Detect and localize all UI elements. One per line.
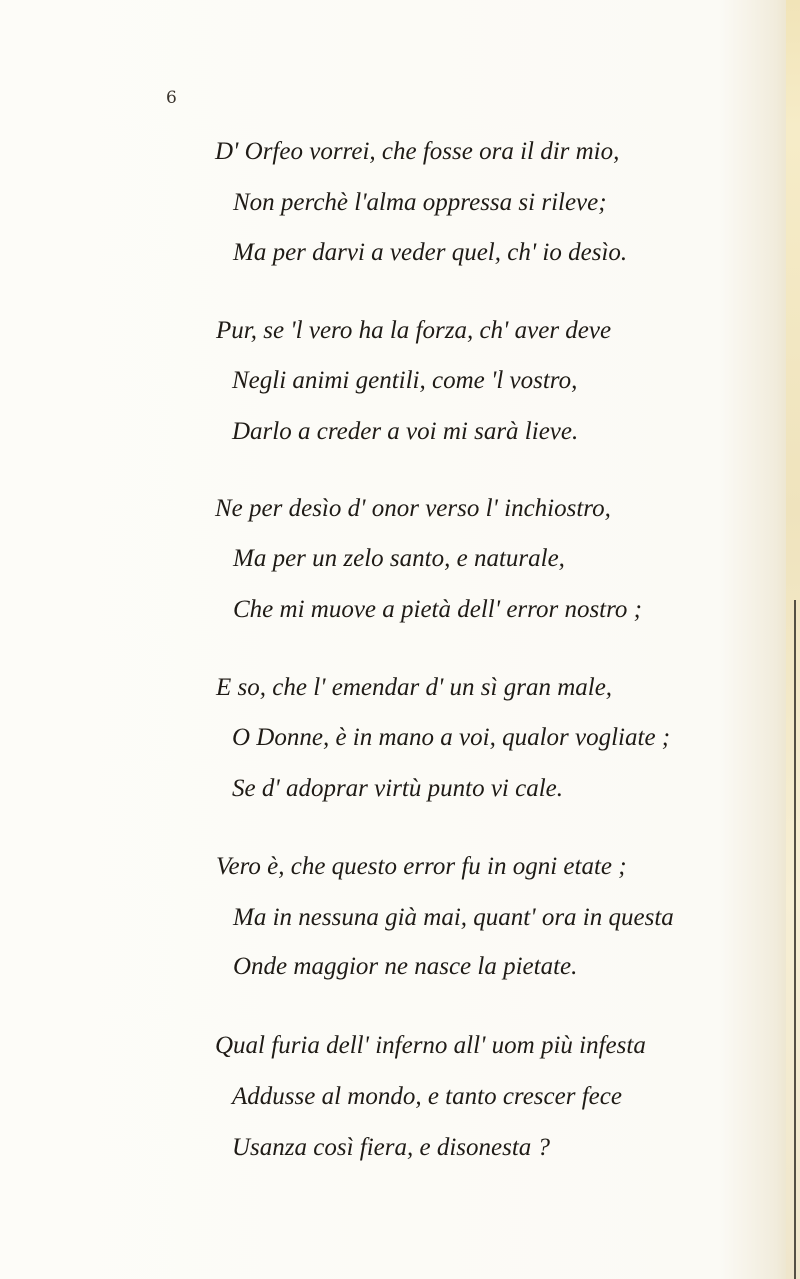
page-number: 6 [166,88,177,108]
verse-line: Che mi muove a pietà dell' error nostro ; [233,596,642,623]
verse-line: Ma per darvi a veder quel, ch' io desìo. [233,239,628,266]
verse-line: O Donne, è in mano a voi, qualor vogliate ; [232,724,671,751]
verse-line: Se d' adoprar virtù punto vi cale. [232,775,563,802]
verse-line: Non perchè l'alma oppressa si rileve; [233,189,607,216]
verse-line: Ma per un zelo santo, e naturale, [233,545,565,572]
verse-line: Addusse al mondo, e tanto crescer fece [232,1083,622,1110]
verse-line: Ma in nessuna già mai, quant' ora in questa [233,904,674,931]
verse-line: Darlo a creder a voi mi sarà lieve. [232,418,579,445]
verse-line: Pur, se 'l vero ha la forza, ch' aver deve [216,317,612,344]
verse-line: D' Orfeo vorrei, che fosse ora il dir mio, [215,138,620,165]
verse-line: E so, che l' emendar d' un sì gran male, [216,674,613,701]
verse-line: Negli animi gentili, come 'l vostro, [232,367,578,394]
verse-line: Vero è, che questo error fu in ogni etate ; [216,853,627,880]
verse-line: Ne per desìo d' onor verso l' inchiostro, [215,495,611,522]
verse-line: Onde maggior ne nasce la pietate. [233,953,578,980]
verse-line: Usanza così fiera, e disonesta ? [232,1134,551,1161]
verse-line: Qual furia dell' inferno all' uom più infesta [215,1032,646,1059]
